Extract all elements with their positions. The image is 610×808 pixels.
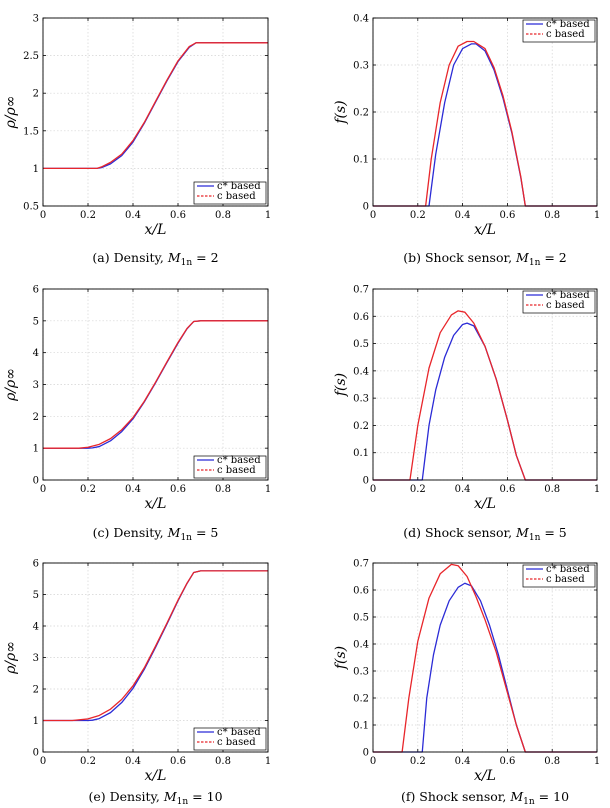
x-tick-label: 0 <box>39 756 47 767</box>
x-tick-label: 0.8 <box>215 210 231 221</box>
legend-label: c based <box>546 574 585 585</box>
x-axis-label: x/L <box>144 222 167 238</box>
legend-label: c based <box>546 300 585 311</box>
y-tick-label: 0.7 <box>353 558 369 570</box>
x-tick-label: 0.8 <box>215 756 231 767</box>
x-tick-label: 0.6 <box>170 210 186 221</box>
y-tick-label: 4 <box>32 621 39 633</box>
series-line-c-based <box>373 311 597 480</box>
x-axis-label: x/L <box>474 768 496 784</box>
panel-caption: (a) Density, $M_{1n} = 2$ <box>92 250 219 268</box>
y-tick-label: 6 <box>32 284 39 296</box>
x-tick-label: 1 <box>593 210 601 221</box>
series-line-c-based <box>43 571 268 721</box>
x-tick-label: 0.6 <box>499 484 516 495</box>
legend-label: c based <box>217 737 256 748</box>
y-tick-label: 0.4 <box>353 366 369 378</box>
y-tick-label: 5 <box>32 316 39 328</box>
plot-frame <box>373 563 597 752</box>
y-tick-label: 2 <box>32 684 39 696</box>
series-line-c-star-based <box>373 44 597 206</box>
y-tick-label: 0.2 <box>353 693 369 705</box>
legend-label: c based <box>217 191 256 202</box>
y-tick-label: 0.7 <box>353 284 369 296</box>
x-tick-label: 0.6 <box>499 210 516 221</box>
x-axis-label: x/L <box>474 496 496 512</box>
y-axis-label: ρ/ρ∞ <box>3 641 19 674</box>
y-tick-label: 3 <box>32 653 39 664</box>
chart-panel-d <box>333 285 600 544</box>
y-tick-label: 0.5 <box>353 612 369 624</box>
x-tick-label: 0.8 <box>544 484 561 495</box>
y-tick-label: 0 <box>32 747 39 759</box>
y-tick-label: 0.1 <box>353 448 369 460</box>
plot-frame <box>43 18 268 206</box>
x-tick-label: 0.4 <box>454 484 471 495</box>
y-axis-label: ρ/ρ∞ <box>3 95 19 129</box>
x-axis-label: x/L <box>144 496 167 512</box>
legend <box>523 564 595 587</box>
x-tick-label: 0.8 <box>215 484 231 495</box>
x-tick-label: 0.6 <box>170 756 186 767</box>
x-tick-label: 0.4 <box>125 484 141 495</box>
series-line-c-based <box>373 564 597 752</box>
y-tick-label: 1 <box>32 163 39 175</box>
y-tick-label: 0.6 <box>353 311 369 323</box>
legend-label: c based <box>217 465 256 476</box>
y-axis-label: f(s) <box>333 645 349 670</box>
x-tick-label: 0.8 <box>544 756 561 767</box>
y-axis-label: ρ/ρ∞ <box>3 368 19 401</box>
x-tick-label: 0 <box>39 210 47 221</box>
series-line-c-star-based <box>373 583 597 752</box>
panel-caption: (e) Density, $M_{1n} = 10$ <box>88 789 223 807</box>
y-tick-label: 0.2 <box>353 107 369 119</box>
x-tick-label: 0.4 <box>125 210 141 221</box>
panel-caption: (c) Density, $M_{1n} = 5$ <box>92 525 219 543</box>
y-tick-label: 0.2 <box>353 420 369 432</box>
y-tick-label: 0.1 <box>353 154 369 166</box>
chart-panel-c <box>3 285 271 544</box>
y-tick-label: 0.6 <box>353 585 369 597</box>
chart-panel-a <box>3 14 271 269</box>
y-axis-label: f(s) <box>333 372 349 397</box>
legend-label: c* based <box>217 455 261 466</box>
panel-caption: (b) Shock sensor, $M_{1n} = 2$ <box>403 250 567 268</box>
y-tick-label: 2 <box>32 88 39 100</box>
y-tick-label: 0.1 <box>353 720 369 732</box>
y-tick-label: 0.5 <box>353 339 369 351</box>
x-tick-label: 0.2 <box>80 756 96 767</box>
y-tick-label: 0.4 <box>353 13 369 25</box>
x-tick-label: 0.4 <box>454 756 471 767</box>
y-tick-label: 0 <box>32 475 39 487</box>
x-tick-label: 1 <box>593 484 601 495</box>
y-tick-label: 0 <box>362 201 369 213</box>
x-tick-label: 1 <box>593 756 601 767</box>
series-line-c-based <box>373 42 597 207</box>
x-axis-label: x/L <box>144 768 167 784</box>
y-tick-label: 0.4 <box>353 639 369 651</box>
y-tick-label: 3 <box>32 13 39 25</box>
x-tick-label: 0.2 <box>409 484 426 495</box>
x-tick-label: 0.2 <box>409 756 426 767</box>
legend-label: c* based <box>546 290 590 301</box>
x-tick-label: 0.2 <box>80 484 96 495</box>
y-tick-label: 1 <box>32 443 39 455</box>
legend-label: c* based <box>217 181 261 192</box>
legend <box>523 290 595 313</box>
y-tick-label: 2.5 <box>23 51 39 63</box>
legend <box>194 727 266 750</box>
panel-caption: (d) Shock sensor, $M_{1n} = 5$ <box>403 525 567 543</box>
x-tick-label: 0.6 <box>170 484 186 495</box>
y-tick-label: 4 <box>32 348 39 360</box>
x-tick-label: 0.8 <box>544 210 561 221</box>
x-tick-label: 0 <box>39 484 47 495</box>
series-line-c-based <box>43 43 268 169</box>
y-tick-label: 2 <box>32 411 39 423</box>
chart-panel-e <box>3 559 271 808</box>
x-tick-label: 0.6 <box>499 756 516 767</box>
legend-label: c based <box>546 29 585 40</box>
chart-panel-f <box>333 559 600 808</box>
y-tick-label: 6 <box>32 558 39 570</box>
x-tick-label: 0.4 <box>454 210 471 221</box>
panel-caption: (f) Shock sensor, $M_{1n} = 10$ <box>400 789 570 807</box>
x-tick-label: 0.4 <box>125 756 141 767</box>
legend <box>194 455 266 478</box>
legend-label: c* based <box>546 564 590 575</box>
x-tick-label: 0 <box>369 210 377 221</box>
x-axis-label: x/L <box>474 222 496 238</box>
x-tick-label: 0.2 <box>409 210 426 221</box>
legend-label: c* based <box>217 727 261 738</box>
y-tick-label: 1.5 <box>23 126 39 138</box>
y-tick-label: 1 <box>32 716 39 727</box>
legend <box>523 19 595 42</box>
x-tick-label: 1 <box>264 210 272 221</box>
x-tick-label: 0.2 <box>80 210 96 221</box>
y-tick-label: 0 <box>362 747 369 759</box>
chart-panel-b <box>333 14 600 269</box>
legend <box>194 181 266 204</box>
x-tick-label: 1 <box>264 756 272 767</box>
y-tick-label: 5 <box>32 590 39 601</box>
legend-label: c* based <box>546 19 590 30</box>
y-tick-label: 0 <box>362 475 369 487</box>
y-tick-label: 0.3 <box>353 393 369 405</box>
y-axis-label: f(s) <box>333 100 349 124</box>
y-tick-label: 0.3 <box>353 60 369 72</box>
y-tick-label: 0.5 <box>23 201 39 213</box>
y-tick-label: 3 <box>32 380 39 391</box>
x-tick-label: 0 <box>369 484 377 495</box>
y-tick-label: 0.3 <box>353 666 369 678</box>
x-tick-label: 0 <box>369 756 377 767</box>
plot-frame <box>373 289 597 480</box>
x-tick-label: 1 <box>264 484 272 495</box>
series-line-c-star-based <box>43 43 268 169</box>
